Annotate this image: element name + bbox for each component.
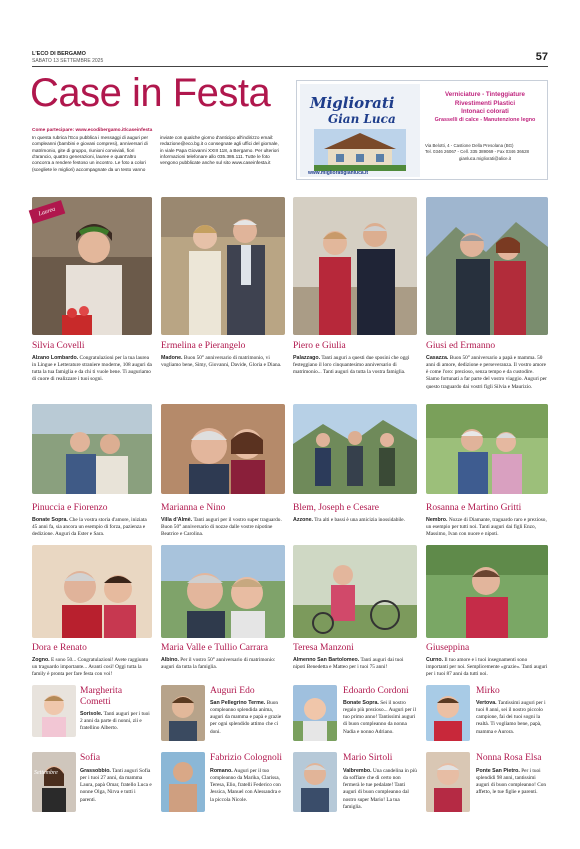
entry-place: Romano. [210,768,233,774]
photo-giusi-ermanno [426,197,548,335]
entry-text [343,700,417,736]
entry-name: Mirko [476,686,500,696]
entry-name: Teresa Manzoni [293,643,354,653]
entry-text [161,657,285,671]
ad-address: Via Belotti, 4 - Castione Della Presolana (BG) [425,143,514,148]
entry-name: Fabrizio Colognoli [210,753,283,763]
publication-name: L'ECO DI BERGAMO [32,51,86,57]
photo-marianna-nino [161,404,285,494]
photo-giuseppina [426,545,548,638]
entry-message: Una candelina in più da soffiare che di certo non fermerà le tue pedalate! Tanti auguri di buon compleanno dal nostro super Mario! La tua famiglia. [343,768,417,810]
photo-nonna-rosa-elsa [426,752,470,812]
entry-name: Margherita Cometti [80,686,123,707]
ad-service-2: Rivestimenti Plastici [454,99,516,107]
photo-pinuccia-fiorenzo [32,404,152,494]
photo-dora-renato [32,545,152,638]
entry-place: Villa d'Almè. [161,517,193,523]
entry-place: Bonate Sopra. [343,700,379,706]
photo-rosanna-martino-gritti [426,404,548,494]
entry-message: Buon compleanno splendida anima, auguri da mamma e papà e grazie per ogni splendido attimo che ci doni. [210,700,282,735]
info-text-right: inviate con qualche giorno d'anticipo all'indirizzo email: redazione@eco.bg.it o consegnate agli uffici del giornale, in viale Papa Giovanni XXIII 118, a Bergamo. Per ulteriori informazioni telefonare allo 035.386.111. Tutte le foto vengono pubblicate anche sul sito www.caseinfesta.it [160,135,279,166]
ad-service-1: Verniciature - Tinteggiature [445,91,525,98]
entry-name: Silvia Covelli [32,341,85,351]
photo-fabrizio-colognoli [161,752,205,812]
entry-name: Edoardo Cordoni [343,686,409,696]
entry-name: Mario Sirtoli [343,753,393,763]
entry-message: Buon 50° anniversario a papà e mamma. 50 anni di amore, dedizione e perseveranza. Il vostro amore è come l'oro: prezioso, senza tempo e da custodire. Siamo fortunati a far parte del vostro viaggio. Auguri per questo traguardo dai vostri figli Silvia e Maurizio. [426,355,547,390]
entry-text [476,700,548,736]
photo-mario-sirtoli [293,752,337,812]
entry-text [32,517,152,538]
page-number: 57 [535,51,548,63]
header-rule [32,66,548,67]
ad-email[interactable]: gianluca.migliorati@alice.it [458,155,512,161]
entry-name: Nonna Rosa Elsa [476,753,542,763]
entry-message: Sei il nostro regalo più prezioso... Auguri per il tuo primo anno! Tantissimi auguri di buon compleanno da nonna Nadia e nonno Adriano. [343,700,416,735]
ad-brand-1: Migliorati [310,94,395,112]
entry-message: Per il vostro 50° anniversario di matrimonio: auguri da tutta la famiglia. [161,657,276,671]
ad-phones: Tel. 0346 26067 - Cell. 335 389069 - Fax 0346 36628 [425,149,529,155]
entry-message: Per i tuoi splendidi 98 anni, tantissimi auguri di buon compleanno! Con affetto, le tue figlie e parenti. [476,768,547,796]
entry-message: E sono 50... Congratulazioni! Avete raggiunto un traguardo importante... Avanti così! Oggi tutta la family è pronta per fare festa con voi! [32,657,149,678]
issue-date: SABATO 13 SETTEMBRE 2025 [32,58,104,64]
entry-place: Nembro. [426,517,448,523]
entry-name: Marianna e Nino [161,503,226,513]
photo-margherita-cometti [32,685,76,737]
participate-label[interactable]: Come partecipare: www.ecodibergamo.it/caseinfesta [32,128,153,133]
entry-place: Almenno San Bartolomeo. [293,657,360,663]
entry-place: Ponte San Pietro. [476,768,520,774]
advertisement[interactable] [296,80,548,180]
entry-name: Dora e Renato [32,643,87,653]
entry-message: Tanti auguri per il vostro super traguardo. Buon 50° anniversario di nozze dalle vostre nipotine Beatrice e Carolina. [161,517,282,538]
entry-text [161,517,285,538]
entry-text [32,657,152,678]
entry-message: Congratulazioni per la tua laurea in Lingue e Letterature straniere moderne, 108 auguri da tutta la tua famiglia e da chi ti vuole bene. Ti auguriamo di cuore di realizzare i tuoi sogni. [32,355,152,383]
entry-text [210,768,285,804]
entry-name: Rosanna e Martino Gritti [426,503,522,513]
entry-place: Sorisole. [80,711,103,717]
entry-message: Tanti auguri a questi due sposini che oggi festeggiano il loro cinquantesimo anniversario di matrimonio... Tanti auguri da tutta la vostra famiglia. [293,355,410,376]
entry-name: Ermelina e Pierangelo [161,341,246,351]
info-text-left: In questa rubrica l'Eco pubblica i messaggi di auguri per compleanni (bambini e giovani compresi), anniversari di matrimonio, gite di gruppo, riunioni conviviali, fiori d'arancio, quattro generazioni, lauree e quant'altro concorra a rendere festoso un incontro. Le foto a colori (scegliete le migliori) accompagnate da un testo vanno [32,135,149,172]
entry-place: San Pellegrino Terme. [210,700,266,706]
entry-message: Tantissimi auguri per i tuoi 8 anni, sei il nostro piccolo campione, fai dei tuoi sogni la realtà. Ti vogliamo bene, papà, mamma e Aurora. [476,700,546,735]
entry-message: Che la vostra storia d'amore, iniziata 45 anni fa, sia ancora un esempio di forza, pazienza e dedizione. Auguri da Ester e Sara. [32,517,147,538]
entry-place: Valbrembo. [343,768,372,774]
entry-text [426,355,548,391]
photo-mirko [426,685,470,741]
entry-name: Sofia [80,753,101,763]
house-illustration [314,129,406,171]
entry-text [426,517,548,538]
entry-name: Blem, Joseph e Cesare [293,503,380,513]
entry-place: Casazza. [426,355,449,361]
entry-text [293,657,417,671]
entry-place: Grassobbio. [80,768,111,774]
entry-place: Azzone. [293,517,314,523]
entry-place: Curno. [426,657,444,663]
entry-text [426,657,548,678]
photo-ermelina-pierangelo [161,197,285,335]
entry-text [476,768,548,797]
entry-name: Giusi ed Ermanno [426,341,496,351]
entry-message: Tanti auguri per i tuoi 2 anni da parte di nonni, zii e fratellino Alberto. [80,711,150,732]
entry-place: Palazzago. [293,355,321,361]
entry-place: Zogno. [32,657,50,663]
entry-name: Maria Valle e Tullio Carrara [161,643,268,653]
entry-place: Bonate Sopra. [32,517,68,523]
entry-message: Tra alti e bassi è una amicizia inossidabile. [314,517,405,523]
entry-name: Augurì Edo [210,686,255,696]
entry-text [293,355,417,376]
laurea-badge: Laurea [29,200,66,224]
entry-place: Albino. [161,657,179,663]
entry-message: Il tuo amore e i tuoi insegnamenti sono importanti per noi. Semplicemente «grazie». Tanti auguri per i tuoi 87 anni da tutti noi. [426,657,548,678]
ad-brand-2: Gian Luca [328,112,396,126]
entry-place: Alzano Lombardo. [32,355,79,361]
entry-text [210,700,285,736]
photo-edoardo-cordoni [293,685,337,741]
entry-name: Pinuccia e Fiorenzo [32,503,108,513]
ad-service-3: Intonaci colorati [461,108,509,116]
photo-maria-valle-tullio [161,545,285,638]
entry-message: Nozze di Diamante, traguardo raro e prezioso, un esempio per tutti noi. Tanti auguri dai figli Enzo, Massimo, Ivan con nuore e nipoti. [426,517,547,538]
section-title: Case in Festa [30,71,271,115]
entry-text [80,768,152,804]
entry-text [343,768,417,811]
photo-blem-joseph-cesare [293,404,417,494]
photo-sofia [32,752,76,812]
entry-message: Buon 50° anniversario di matrimonio, vi vogliamo bene, Simy, Giovanni, Davide, Gloria e Diana. [161,355,282,369]
photo-teresa-manzoni [293,545,417,638]
entry-text [80,711,152,732]
entry-name: Piero e Giulia [293,341,346,351]
entry-place: Vertova. [476,700,497,706]
entry-place: Madone. [161,355,183,361]
entry-message: Tanti auguri Sofia per i tuoi 27 anni, da mamma Laura, papà Omar, fratello Luca e nonne Olga, Nirva e tutti i parenti. [80,768,152,803]
photo-piero-giulia [293,197,417,335]
entry-message: Auguri per il tuo compleanno da Marika, Clarissa, Teresa, Elio, fratelli Federico con Jessica, Manuel con Alessandra e la piccola Nicole. [210,768,281,803]
settembre-label: Settembre [34,770,58,776]
ad-service-4: Grasselli di calce - Manutenzione legno [434,117,536,124]
entry-name: Giuseppina [426,643,470,653]
entry-text [161,355,285,369]
photo-auguri-edo [161,685,205,741]
ad-website[interactable]: www.miglioratigianluca.it [308,170,369,176]
entry-text [32,355,152,384]
entry-message: Tanti auguri dai tuoi nipoti Benedetta e Matteo per i tuoi 75 anni! [293,657,404,671]
entry-text [293,517,417,524]
